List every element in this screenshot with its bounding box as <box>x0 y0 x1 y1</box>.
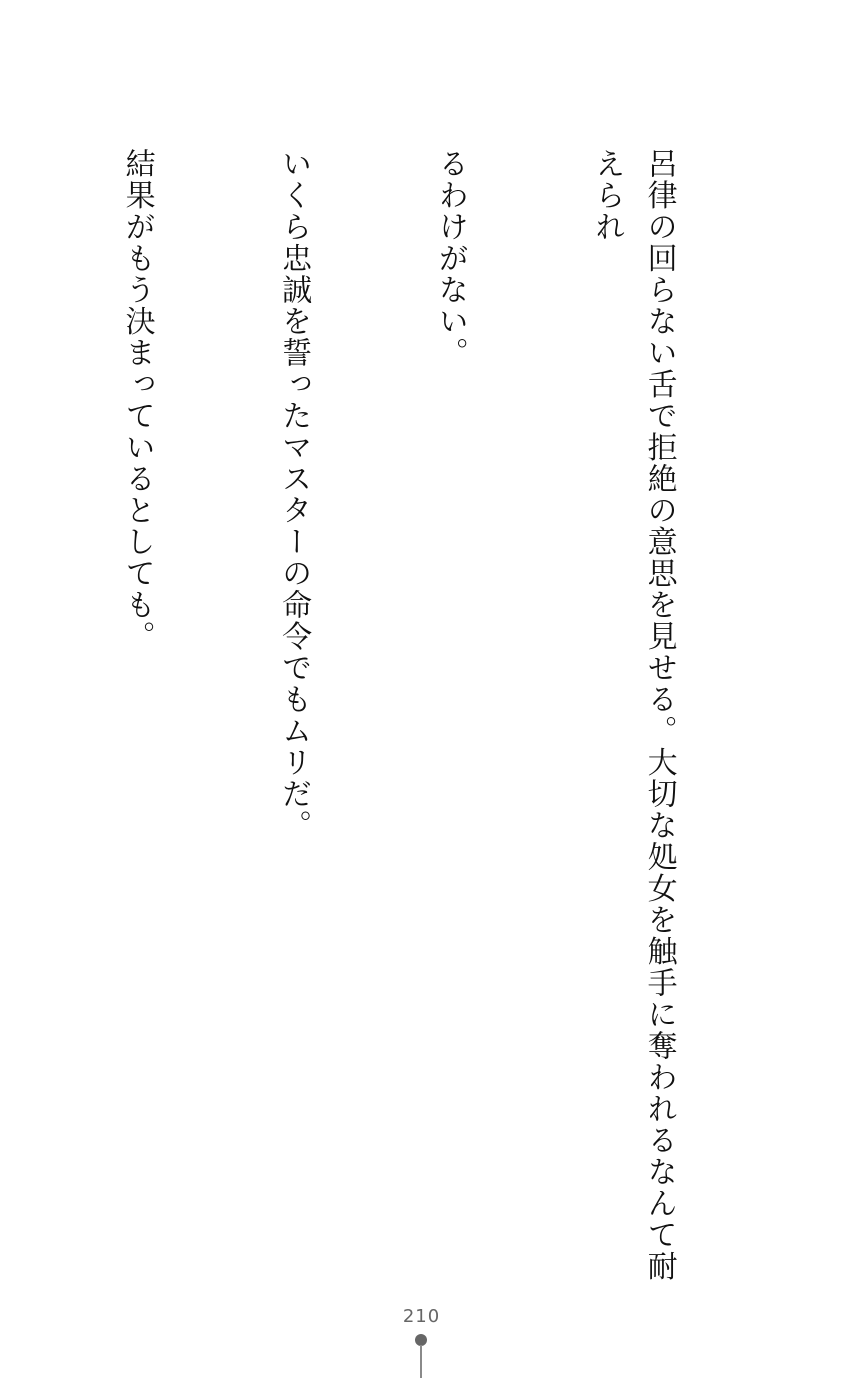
page-marker-line <box>420 1345 422 1378</box>
page-number: 210 <box>402 1306 441 1327</box>
text-line: 結果がもう決まっているとしても。 <box>119 148 155 652</box>
text-line: いくら忠誠を誓ったマスターの命令でもムリだ。 <box>276 148 312 841</box>
text-line: るわけがない。 <box>432 148 468 369</box>
body-text <box>0 148 789 1288</box>
text-line: 呂律の回らない舌で拒絶の意思を見せる。大切な処女を触手に奪われるなんて耐えられ <box>589 148 677 1282</box>
text-line <box>0 148 6 1288</box>
